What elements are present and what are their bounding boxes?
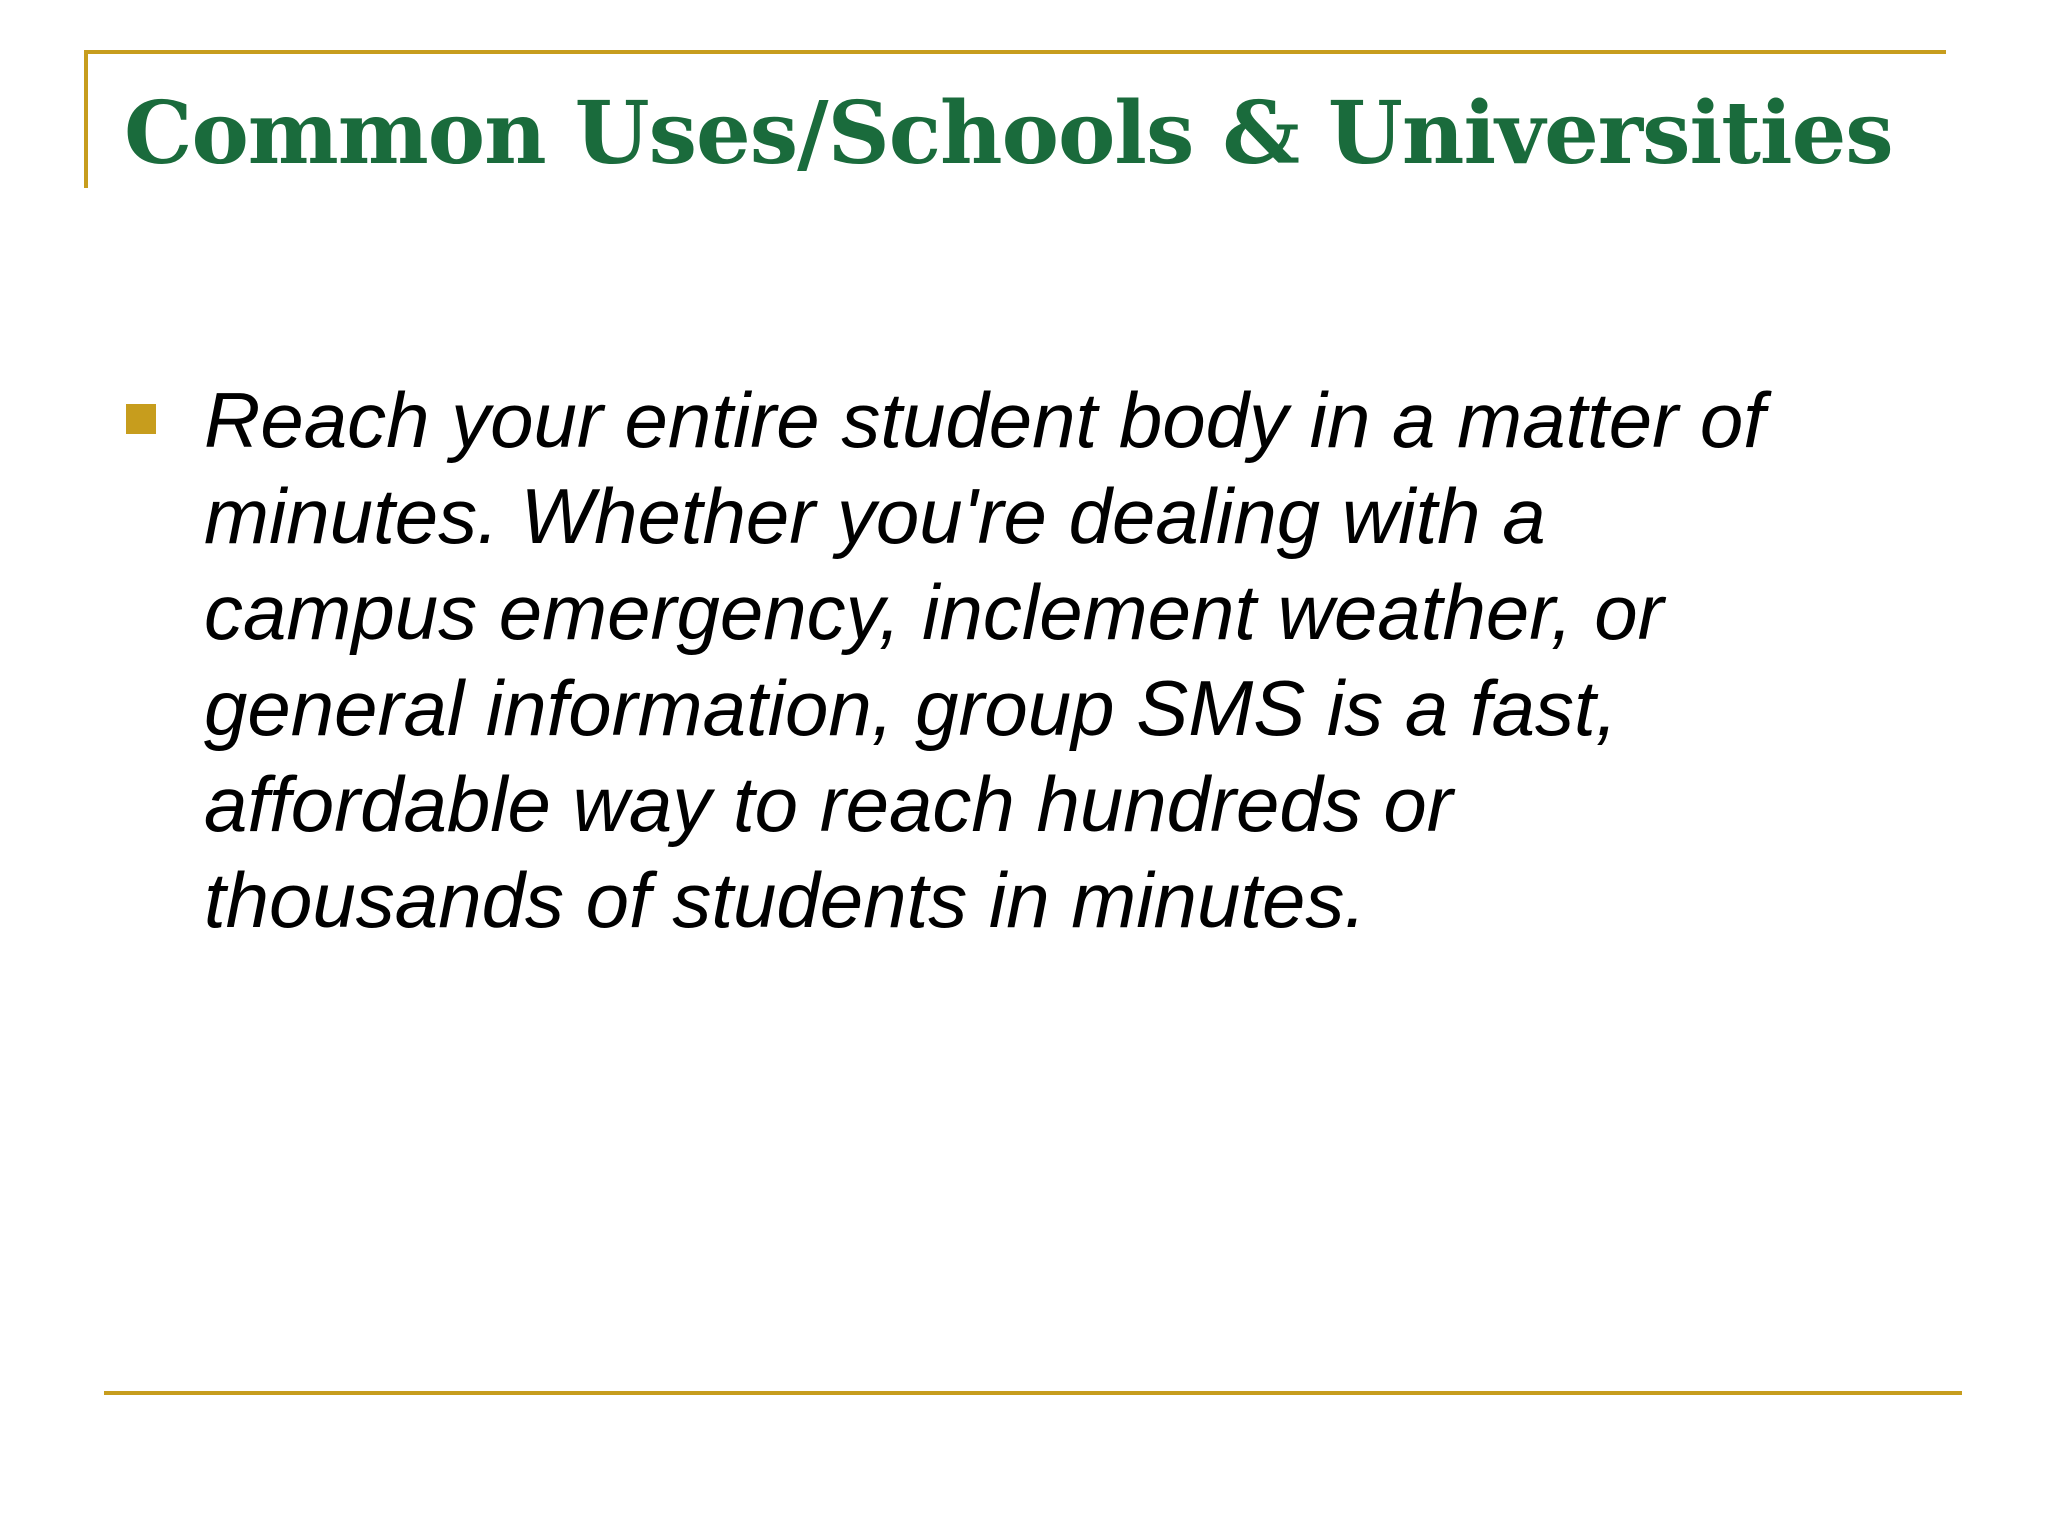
bullet-line: thousands of students in minutes. (204, 856, 1367, 944)
bullet-line: affordable way to reach hundreds or (204, 760, 1453, 848)
bullet-line: general information, group SMS is a fast, (204, 664, 1618, 752)
bullet-line: Reach your entire student body in a matter of (204, 376, 1765, 464)
bullet-list (126, 372, 1946, 948)
left-divider (84, 50, 88, 188)
bullet-line: minutes. Whether you're dealing with a (204, 472, 1546, 560)
top-divider (84, 50, 1946, 54)
bottom-divider (104, 1391, 1962, 1395)
square-bullet-icon (126, 404, 156, 434)
slide-title: Common Uses/Schools & Universities (124, 83, 1893, 184)
bullet-line: campus emergency, inclement weather, or (204, 568, 1664, 656)
bullet-item (126, 372, 1946, 948)
